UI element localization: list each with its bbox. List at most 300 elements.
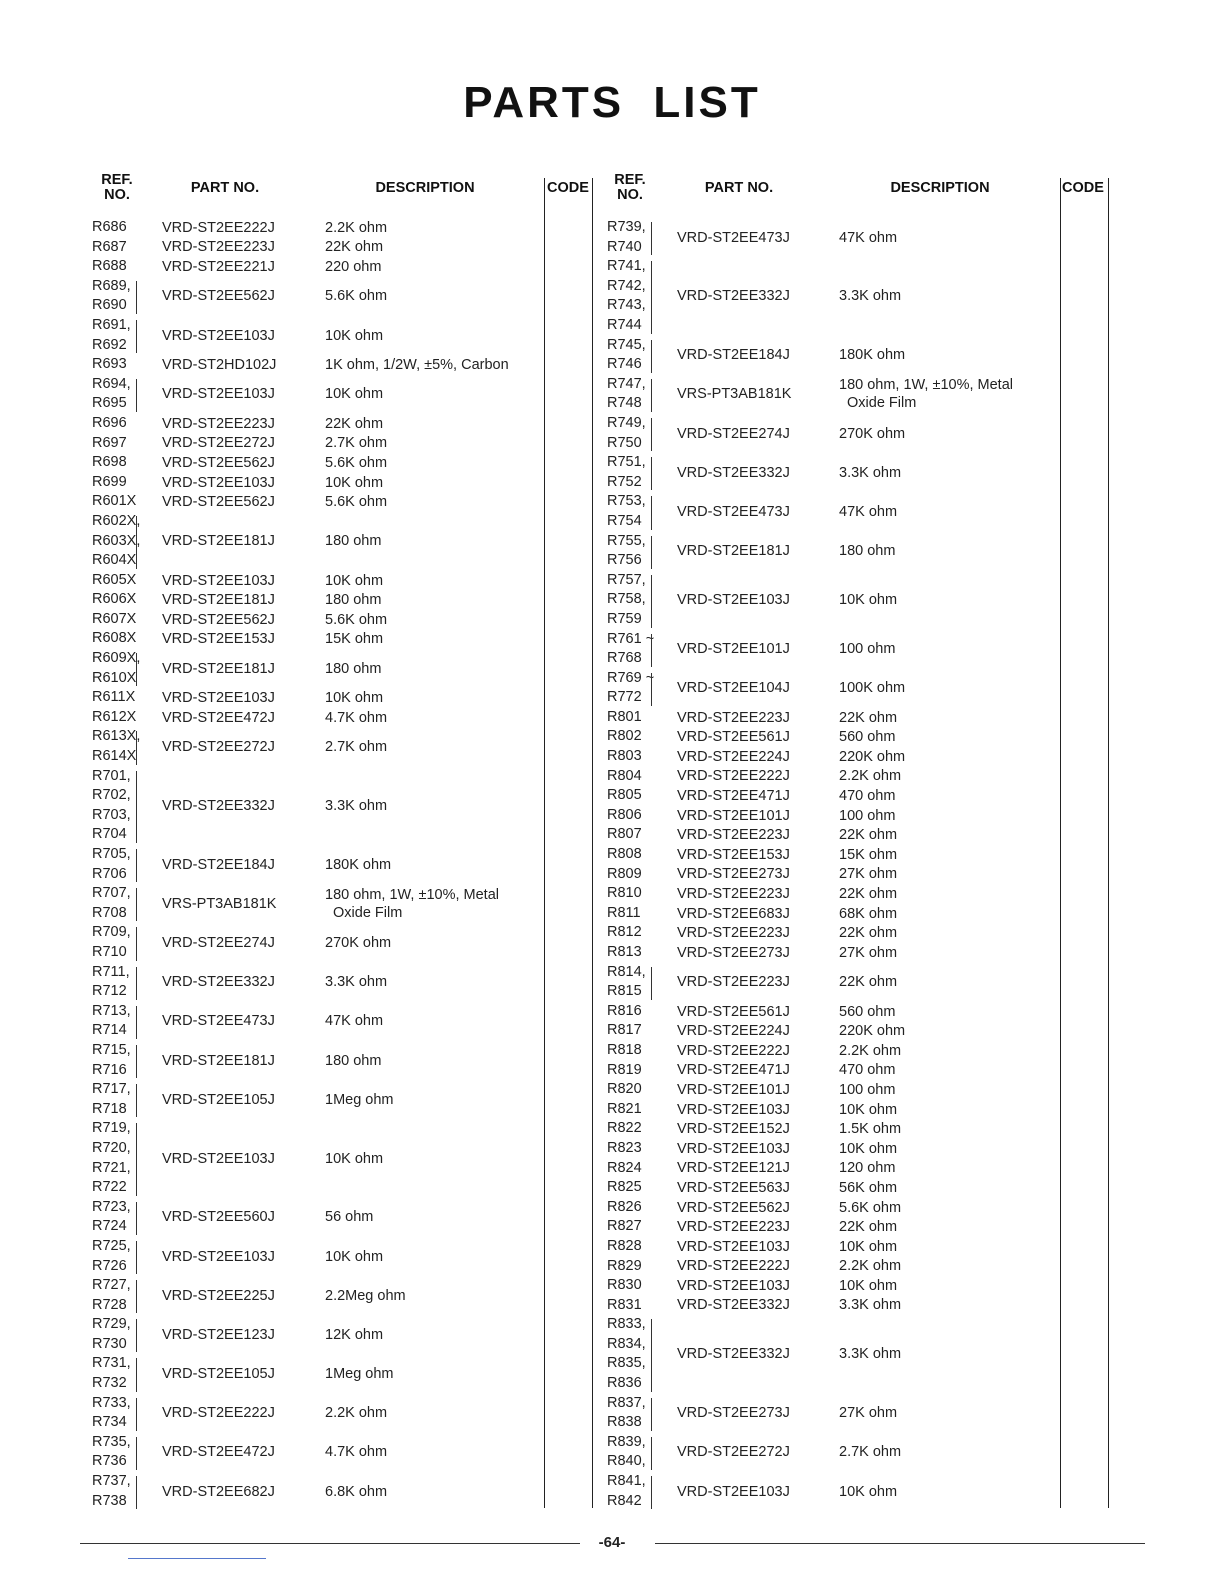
parts-row bbox=[0, 806, 1224, 826]
description-lines bbox=[839, 504, 897, 520]
part-no: VRD-ST2EE223J bbox=[677, 709, 790, 726]
part-no: VRD-ST2EE332J bbox=[677, 1297, 790, 1314]
ref-no-item: R820 bbox=[607, 1081, 642, 1098]
description-line: 27K ohm bbox=[839, 944, 898, 961]
part-no: VRD-ST2EE274J bbox=[162, 935, 275, 951]
parts-row bbox=[0, 1217, 1224, 1237]
description bbox=[839, 257, 901, 335]
ref-no-item: R614X bbox=[92, 748, 137, 765]
ref-no bbox=[607, 1119, 642, 1139]
part-no: VRD-ST2EE560J bbox=[162, 1209, 275, 1226]
ref-no-item: R768 bbox=[607, 650, 642, 667]
ref-no-item: R699 bbox=[92, 473, 127, 490]
ref-no-item: R612X bbox=[92, 708, 137, 725]
description bbox=[839, 1394, 897, 1433]
description-line: 5.6K ohm bbox=[325, 494, 388, 511]
part-no: VRD-ST2EE181J bbox=[162, 592, 275, 609]
ref-no-item: R755, bbox=[607, 532, 646, 549]
description-line: 56 ohm bbox=[325, 1209, 374, 1226]
ref-no-item: R803 bbox=[607, 748, 642, 765]
description-line: 100 ohm bbox=[839, 807, 896, 824]
ref-no-item: R811 bbox=[607, 904, 641, 921]
description bbox=[839, 1472, 897, 1511]
ref-no-item: R809 bbox=[607, 865, 642, 882]
ref-no-item: R703, bbox=[92, 806, 131, 823]
ref-no-item: R806 bbox=[607, 806, 642, 823]
description-line: 6.8K ohm bbox=[325, 1483, 388, 1500]
description-lines bbox=[839, 808, 895, 824]
ref-no bbox=[607, 1433, 646, 1472]
description-line: Oxide Film bbox=[847, 395, 917, 412]
description-line: 3.3K ohm bbox=[839, 464, 902, 481]
part-no: VRD-ST2EE332J bbox=[162, 797, 275, 814]
part-no: VRD-ST2EE224J bbox=[677, 748, 790, 765]
description-line: 270K ohm bbox=[325, 935, 392, 951]
description bbox=[839, 630, 895, 669]
ref-no-item: R752 bbox=[607, 473, 642, 490]
part-no: VRD-ST2EE223J bbox=[677, 974, 790, 991]
part-no: VRD-ST2EE181J bbox=[162, 533, 275, 550]
part-no: VRD-ST2EE272J bbox=[677, 1444, 790, 1461]
part-no: VRD-ST2EE121J bbox=[677, 1160, 790, 1177]
ref-no-item: R805 bbox=[607, 787, 642, 804]
description-lines bbox=[839, 1160, 895, 1176]
part-no: VRD-ST2EE103J bbox=[162, 1150, 275, 1167]
description-line: 68K ohm bbox=[839, 905, 898, 922]
ref-no-item: R688 bbox=[92, 258, 127, 275]
part-no: VRD-ST2EE272J bbox=[162, 739, 275, 756]
ref-no-item: R753, bbox=[607, 493, 646, 510]
description-line: 560 ohm bbox=[839, 1003, 896, 1020]
part-no: VRD-ST2EE274J bbox=[677, 425, 790, 442]
description-line: 2.7K ohm bbox=[839, 1444, 902, 1461]
description-lines bbox=[839, 288, 901, 304]
part-no: VRD-ST2EE103J bbox=[162, 327, 275, 344]
description-lines bbox=[839, 974, 897, 990]
ref-no-item: R814, bbox=[607, 963, 646, 980]
description-lines bbox=[839, 768, 901, 784]
ref-no-item: R729, bbox=[92, 1316, 131, 1333]
description-lines bbox=[839, 788, 895, 804]
ref-no-item: R831 bbox=[607, 1296, 642, 1313]
parts-row bbox=[0, 825, 1224, 845]
ref-no-header bbox=[605, 173, 655, 203]
ref-no-item: R736 bbox=[92, 1453, 127, 1470]
description-line: 22K ohm bbox=[325, 415, 384, 432]
ref-no-item: R738 bbox=[92, 1492, 127, 1509]
parts-row bbox=[0, 1061, 1224, 1081]
description-line: 10K ohm bbox=[325, 1248, 384, 1265]
description-line: 56K ohm bbox=[839, 1179, 898, 1196]
description-line: 10K ohm bbox=[839, 1277, 898, 1294]
description-line: 180 ohm bbox=[325, 592, 382, 609]
part-no: VRD-ST2EE273J bbox=[677, 1405, 790, 1422]
part-no: VRD-ST2EE101J bbox=[677, 807, 790, 824]
description-lines bbox=[839, 230, 897, 246]
ref-no-item: R611X bbox=[92, 689, 136, 706]
description bbox=[839, 1159, 895, 1179]
description-line: 47K ohm bbox=[325, 1013, 384, 1030]
ref-no-item: R836 bbox=[607, 1375, 642, 1392]
description-lines bbox=[839, 906, 897, 922]
description-line: 10K ohm bbox=[839, 1483, 898, 1500]
description-lines bbox=[839, 1444, 901, 1460]
ref-no bbox=[607, 630, 654, 669]
parts-row bbox=[0, 943, 1224, 963]
part-no: VRD-ST2EE562J bbox=[162, 494, 275, 511]
part-no: VRD-ST2EE103J bbox=[677, 1101, 790, 1118]
description-lines bbox=[839, 866, 897, 882]
description bbox=[839, 884, 897, 904]
ref-no-item: R833, bbox=[607, 1316, 646, 1333]
ref-no-item: R719, bbox=[92, 1120, 131, 1137]
description-line: 470 ohm bbox=[839, 1062, 896, 1079]
ref-no bbox=[607, 453, 646, 492]
description-line: 22K ohm bbox=[839, 974, 898, 991]
part-no: VRD-ST2EE683J bbox=[677, 905, 790, 922]
parts-row bbox=[0, 767, 1224, 787]
part-no: VRD-ST2EE105J bbox=[162, 1366, 275, 1383]
description-line: 3.3K ohm bbox=[325, 797, 388, 814]
description-lines bbox=[839, 1200, 901, 1216]
description bbox=[839, 1296, 901, 1316]
ref-no-item: R739, bbox=[607, 219, 646, 235]
ref-no bbox=[607, 571, 646, 630]
description-line: 22K ohm bbox=[325, 239, 384, 256]
part-no-header: PART NO. bbox=[190, 180, 260, 196]
ref-no-item: R813 bbox=[607, 944, 642, 960]
group-bracket bbox=[651, 967, 652, 1000]
part-no: VRD-ST2EE103J bbox=[162, 572, 275, 589]
part-no: VRD-ST2EE273J bbox=[677, 866, 790, 883]
part-no: VRD-ST2EE223J bbox=[677, 925, 790, 942]
ref-no-item: R713, bbox=[92, 1002, 131, 1019]
ref-no-item: R747, bbox=[607, 375, 646, 392]
part-no: VRD-ST2EE103J bbox=[162, 474, 275, 491]
ref-no-item: R807 bbox=[607, 826, 642, 843]
description-line: 22K ohm bbox=[839, 827, 898, 844]
parts-row bbox=[0, 1198, 1224, 1218]
description-lines bbox=[839, 1346, 901, 1362]
description-line: 10K ohm bbox=[325, 327, 384, 344]
description bbox=[839, 904, 897, 924]
part-no: VRD-ST2EE473J bbox=[677, 229, 790, 246]
description-line: Oxide Film bbox=[333, 904, 403, 921]
description-lines bbox=[839, 426, 905, 442]
ref-no bbox=[607, 727, 642, 747]
ref-no-item: R754 bbox=[607, 512, 642, 529]
group-bracket bbox=[651, 1319, 652, 1391]
description-header: DESCRIPTION bbox=[890, 180, 990, 196]
page-title: PARTS LIST bbox=[463, 78, 761, 127]
group-bracket bbox=[651, 457, 652, 490]
part-no: VRD-ST2EE562J bbox=[162, 611, 275, 628]
ref-no bbox=[607, 1296, 642, 1316]
ref-no-item: R821 bbox=[607, 1100, 642, 1117]
description-line: 5.6K ohm bbox=[839, 1199, 902, 1216]
part-no: VRD-ST2EE561J bbox=[677, 1003, 790, 1020]
description-line: 10K ohm bbox=[325, 386, 384, 403]
description-line: 2.2K ohm bbox=[325, 219, 388, 236]
ref-no-item: R750 bbox=[607, 434, 642, 451]
description-lines bbox=[839, 1258, 901, 1274]
ref-no-item: R744 bbox=[607, 316, 642, 333]
ref-no-item: R726 bbox=[92, 1257, 127, 1274]
part-no: VRD-ST2EE105J bbox=[162, 1091, 275, 1108]
ref-no bbox=[607, 257, 646, 335]
part-no: VRD-ST2EE472J bbox=[162, 1444, 275, 1461]
code-header: CODE bbox=[547, 180, 589, 196]
description-lines bbox=[839, 1062, 895, 1078]
parts-row bbox=[0, 1159, 1224, 1179]
part-no: VRD-ST2EE682J bbox=[162, 1483, 275, 1500]
ref-no-item: R711, bbox=[92, 963, 130, 980]
parts-row bbox=[0, 630, 1224, 669]
parts-row bbox=[0, 257, 1224, 335]
ref-no-item: R686 bbox=[92, 219, 127, 235]
ref-no-item: R704 bbox=[92, 826, 127, 843]
description bbox=[839, 845, 897, 865]
ref-no bbox=[607, 1198, 642, 1218]
ref-no-item: R761 ~ bbox=[607, 630, 655, 647]
ref-no-item: R816 bbox=[607, 1002, 642, 1019]
part-no: VRD-ST2EE103J bbox=[162, 386, 275, 403]
ref-no-item: R696 bbox=[92, 414, 127, 431]
ref-no-item: R772 bbox=[607, 689, 642, 706]
ref-no-item: R695 bbox=[92, 395, 127, 412]
ref-no-item: R757, bbox=[607, 571, 646, 588]
ref-no bbox=[607, 845, 642, 865]
ref-no-item: R708 bbox=[92, 904, 127, 921]
part-no: VRD-ST2EE103J bbox=[677, 1483, 790, 1500]
ref-no bbox=[607, 1276, 642, 1296]
ref-no bbox=[607, 806, 642, 826]
description-lines bbox=[839, 749, 905, 765]
ref-no bbox=[607, 218, 646, 257]
part-no: VRD-ST2EE152J bbox=[677, 1121, 790, 1138]
description-line: 10K ohm bbox=[325, 572, 384, 589]
description-line: 22K ohm bbox=[839, 925, 898, 942]
description-lines bbox=[839, 543, 895, 559]
description-line: 2.7K ohm bbox=[325, 435, 388, 452]
group-bracket bbox=[651, 1398, 652, 1431]
description-line: 2.2Meg ohm bbox=[325, 1287, 406, 1304]
description-line: 3.3K ohm bbox=[839, 1297, 902, 1314]
part-no: VRD-ST2EE101J bbox=[677, 1081, 790, 1098]
description bbox=[839, 1217, 897, 1237]
description-line: 1Meg ohm bbox=[325, 1366, 394, 1383]
parts-row bbox=[0, 1119, 1224, 1139]
part-no: VRD-ST2EE223J bbox=[162, 415, 275, 432]
description-line: 27K ohm bbox=[839, 866, 898, 883]
part-no: VRS-PT3AB181K bbox=[677, 386, 792, 403]
description-line: 470 ohm bbox=[839, 788, 896, 805]
description bbox=[839, 727, 895, 747]
description-line: 270K ohm bbox=[839, 425, 906, 442]
parts-row bbox=[0, 708, 1224, 728]
parts-row bbox=[0, 963, 1224, 1002]
description bbox=[839, 786, 895, 806]
group-bracket bbox=[651, 536, 652, 569]
ref-no-item: R712 bbox=[92, 983, 127, 1000]
parts-row bbox=[0, 786, 1224, 806]
description-line: 10K ohm bbox=[325, 1150, 384, 1167]
ref-no-item: R608X bbox=[92, 630, 137, 647]
ref-no bbox=[607, 904, 641, 924]
parts-row bbox=[0, 375, 1224, 414]
part-no: VRD-ST2EE222J bbox=[677, 1042, 790, 1059]
ref-no bbox=[607, 1257, 642, 1277]
ref-header-line2: NO. bbox=[104, 187, 130, 203]
description-line: 1K ohm, 1/2W, ±5%, Carbon bbox=[325, 356, 509, 373]
description-lines bbox=[839, 641, 895, 657]
parts-row bbox=[0, 414, 1224, 453]
description bbox=[839, 1100, 897, 1120]
ref-no-item: R723, bbox=[92, 1198, 131, 1215]
description-line: 22K ohm bbox=[839, 886, 898, 903]
parts-row bbox=[0, 1139, 1224, 1159]
description bbox=[839, 1080, 895, 1100]
ref-no-item: R716 bbox=[92, 1061, 127, 1078]
description-line: 560 ohm bbox=[839, 729, 896, 746]
ref-no bbox=[607, 1178, 642, 1198]
part-no: VRD-ST2EE222J bbox=[162, 219, 275, 236]
ref-header-line2: NO. bbox=[617, 187, 643, 203]
ref-no-item: R706 bbox=[92, 865, 127, 882]
description-line: 27K ohm bbox=[839, 1405, 898, 1422]
part-no: VRD-ST2EE104J bbox=[677, 680, 790, 697]
description-lines bbox=[839, 847, 897, 863]
description-line: 5.6K ohm bbox=[325, 454, 388, 471]
part-no: VRD-ST2EE123J bbox=[162, 1326, 275, 1343]
description-line: 2.2K ohm bbox=[839, 1042, 902, 1059]
group-bracket bbox=[651, 261, 652, 333]
part-no: VRD-ST2EE273J bbox=[677, 944, 790, 961]
description-line: 47K ohm bbox=[839, 229, 898, 246]
ref-no-item: R727, bbox=[92, 1277, 131, 1294]
part-no: VRD-ST2EE562J bbox=[162, 454, 275, 471]
ref-no bbox=[607, 767, 642, 787]
ref-no-item: R822 bbox=[607, 1120, 642, 1137]
part-no: VRD-ST2EE181J bbox=[162, 1052, 275, 1069]
description bbox=[839, 943, 897, 963]
ref-no-item: R740 bbox=[607, 238, 642, 255]
parts-row bbox=[0, 218, 1224, 257]
ref-no bbox=[607, 1041, 642, 1061]
group-bracket bbox=[651, 673, 652, 706]
description-lines bbox=[839, 827, 897, 843]
ref-no-item: R606X bbox=[92, 591, 137, 608]
ref-no-item: R745, bbox=[607, 336, 646, 353]
part-no: VRD-ST2EE332J bbox=[677, 464, 790, 481]
ref-no-item: R702, bbox=[92, 787, 131, 804]
ref-no-item: R701, bbox=[92, 767, 131, 784]
part-no: VRD-ST2EE181J bbox=[677, 543, 790, 560]
description-line: 220 ohm bbox=[325, 258, 382, 275]
description-lines bbox=[839, 710, 897, 726]
ref-no-item: R808 bbox=[607, 846, 642, 863]
ref-no-item: R605X bbox=[92, 571, 137, 588]
ref-no-item: R720, bbox=[92, 1139, 131, 1156]
ref-no-item: R730 bbox=[92, 1335, 127, 1352]
part-no: VRD-ST2EE221J bbox=[162, 258, 275, 275]
description-lines bbox=[839, 1278, 897, 1294]
ref-no-item: R827 bbox=[607, 1218, 642, 1235]
ref-no bbox=[607, 1315, 646, 1393]
description bbox=[839, 1276, 897, 1296]
description-lines bbox=[839, 1297, 901, 1313]
part-no: VRD-ST2EE562J bbox=[162, 288, 275, 305]
description-line: 180 ohm bbox=[325, 1052, 382, 1069]
description bbox=[839, 1119, 901, 1139]
ref-no bbox=[607, 1394, 646, 1433]
description-line: 180K ohm bbox=[839, 347, 906, 364]
part-no: VRD-ST2EE223J bbox=[677, 827, 790, 844]
description bbox=[839, 532, 895, 571]
part-no: VRD-ST2EE332J bbox=[677, 288, 790, 305]
ref-no bbox=[607, 375, 646, 414]
description-lines bbox=[839, 1043, 901, 1059]
parts-row bbox=[0, 1394, 1224, 1433]
description-line: 1Meg ohm bbox=[325, 1091, 394, 1108]
ref-no bbox=[607, 923, 642, 943]
ref-no-item: R824 bbox=[607, 1159, 642, 1176]
part-no: VRD-ST2EE103J bbox=[677, 592, 790, 609]
ref-no-item: R718 bbox=[92, 1100, 127, 1117]
description bbox=[839, 571, 897, 630]
ref-no-item: R830 bbox=[607, 1277, 642, 1294]
part-no-header: PART NO. bbox=[704, 180, 774, 196]
ref-no-item: R841, bbox=[607, 1473, 646, 1490]
part-no: VRD-ST2EE223J bbox=[162, 239, 275, 256]
ref-no bbox=[607, 884, 642, 904]
description-line: 2.2K ohm bbox=[325, 1405, 388, 1422]
ref-no-item: R689, bbox=[92, 277, 131, 294]
part-no: VRD-ST2EE332J bbox=[677, 1346, 790, 1363]
part-no: VRD-ST2EE223J bbox=[677, 1219, 790, 1236]
description-line: 10K ohm bbox=[839, 1238, 898, 1255]
description bbox=[839, 1002, 895, 1022]
description-line: 100 ohm bbox=[839, 641, 896, 658]
description-line: 180 ohm bbox=[325, 533, 382, 550]
description-line: 10K ohm bbox=[325, 690, 384, 707]
ref-no-item: R613X, bbox=[92, 728, 141, 745]
ref-no-item: R709, bbox=[92, 924, 131, 941]
description-lines bbox=[839, 945, 897, 961]
description bbox=[839, 806, 895, 826]
description-line: 10K ohm bbox=[325, 474, 384, 491]
part-no: VRD-ST2EE225J bbox=[162, 1287, 275, 1304]
link-underline bbox=[128, 1558, 266, 1559]
ref-no-item: R731, bbox=[92, 1355, 131, 1372]
ref-no-item: R823 bbox=[607, 1139, 642, 1156]
part-no: VRD-ST2EE472J bbox=[162, 709, 275, 726]
part-no: VRD-ST2EE184J bbox=[162, 856, 275, 873]
ref-no-item: R801 bbox=[607, 708, 642, 725]
description bbox=[839, 1433, 901, 1472]
right-parts-table bbox=[0, 218, 1224, 1511]
parts-row bbox=[0, 1100, 1224, 1120]
description-line: 5.6K ohm bbox=[325, 288, 388, 305]
ref-no bbox=[607, 336, 646, 375]
group-bracket bbox=[651, 340, 652, 373]
ref-no-item: R834, bbox=[607, 1335, 646, 1352]
group-bracket bbox=[651, 1476, 652, 1509]
ref-no-item: R835, bbox=[607, 1355, 646, 1372]
ref-no-item: R756 bbox=[607, 552, 642, 569]
ref-no-item: R698 bbox=[92, 454, 127, 471]
ref-no-item: R749, bbox=[607, 414, 646, 431]
